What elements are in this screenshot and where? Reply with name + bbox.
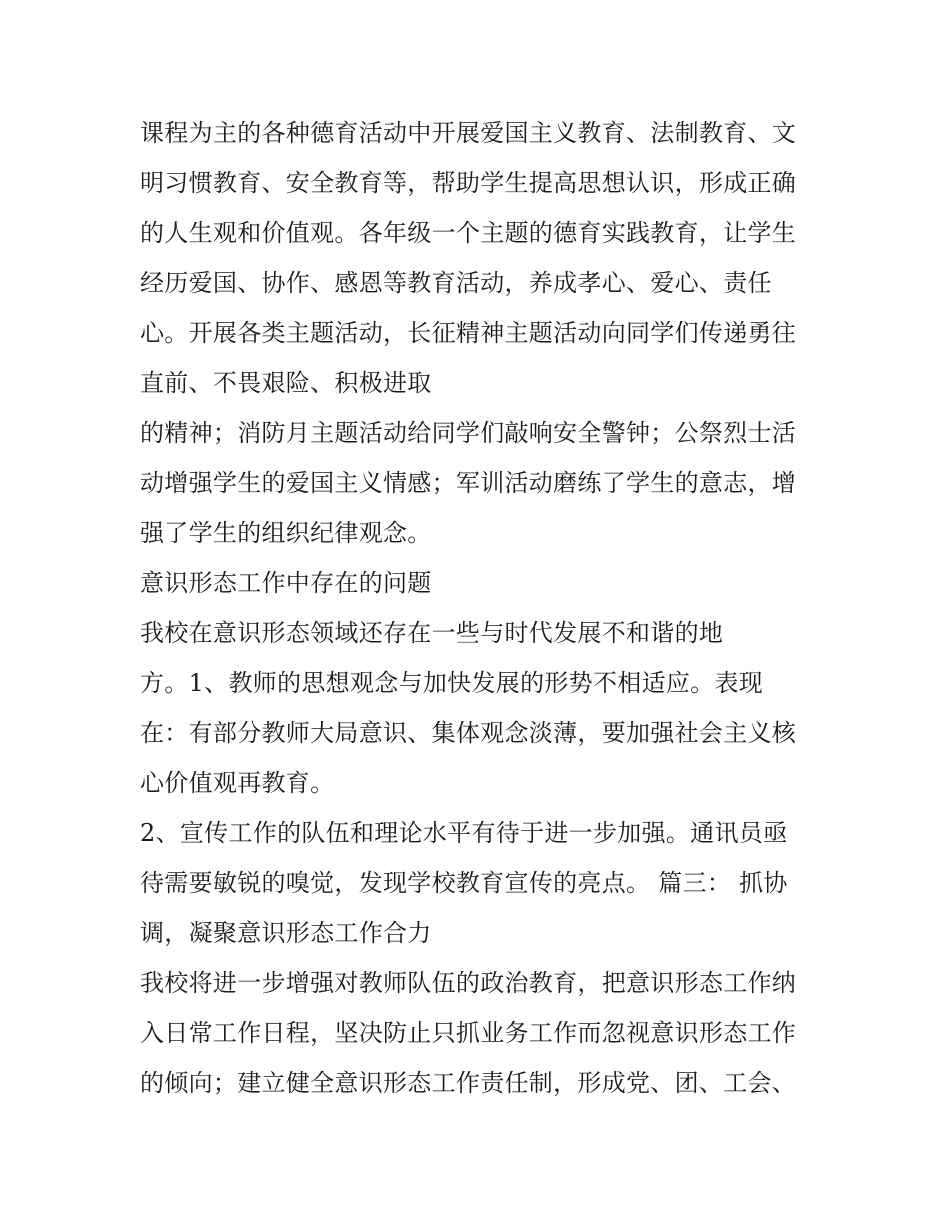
text-line: 明习惯教育、安全教育等，帮助学生提高思想认识，形成正确 xyxy=(140,169,797,197)
text-line: 方。1、教师的思想观念与加快发展的形势不相适应。表现 xyxy=(140,669,764,697)
text-line: 心。开展各类主题活动，长征精神主题活动向同学们传递勇往 xyxy=(140,319,797,347)
text-line: 在：有部分教师大局意识、集体观念淡薄，要加强社会主义核 xyxy=(140,719,797,747)
text-line: 的人生观和价值观。各年级一个主题的德育实践教育，让学生 xyxy=(140,219,797,247)
text-line: 调，凝聚意识形态工作合力 xyxy=(140,919,432,947)
text-line: 我校将进一步增强对教师队伍的政治教育，把意识形态工作纳 xyxy=(140,969,797,997)
text-line: 的倾向；建立健全意识形态工作责任制，形成党、团、工会、 xyxy=(140,1069,797,1097)
section-heading: 意识形态工作中存在的问题 xyxy=(140,569,432,597)
text-line: 待需要敏锐的嗅觉，发现学校教育宣传的亮点。 篇三： 抓协 xyxy=(140,869,788,897)
text-line: 2、宣传工作的队伍和理论水平有待于进一步加强。通讯员亟 xyxy=(140,819,788,847)
text-line: 入日常工作日程，坚决防止只抓业务工作而忽视意识形态工作 xyxy=(140,1019,797,1047)
text-line: 我校在意识形态领域还存在一些与时代发展不和谐的地 xyxy=(140,619,724,647)
text-line: 经历爱国、协作、感恩等教育活动，养成孝心、爱心、责任 xyxy=(140,269,772,297)
text-line: 的精神；消防月主题活动给同学们敲响安全警钟；公祭烈士活 xyxy=(140,419,797,447)
body-text xyxy=(140,108,840,1108)
text-line: 心价值观再教育。 xyxy=(140,769,335,797)
text-line: 强了学生的组织纪律观念。 xyxy=(140,519,432,547)
text-line: 课程为主的各种德育活动中开展爱国主义教育、法制教育、文 xyxy=(140,119,797,147)
text-line: 动增强学生的爱国主义情感；军训活动磨练了学生的意志，增 xyxy=(140,469,797,497)
text-line: 直前、不畏艰险、积极进取 xyxy=(140,369,432,397)
